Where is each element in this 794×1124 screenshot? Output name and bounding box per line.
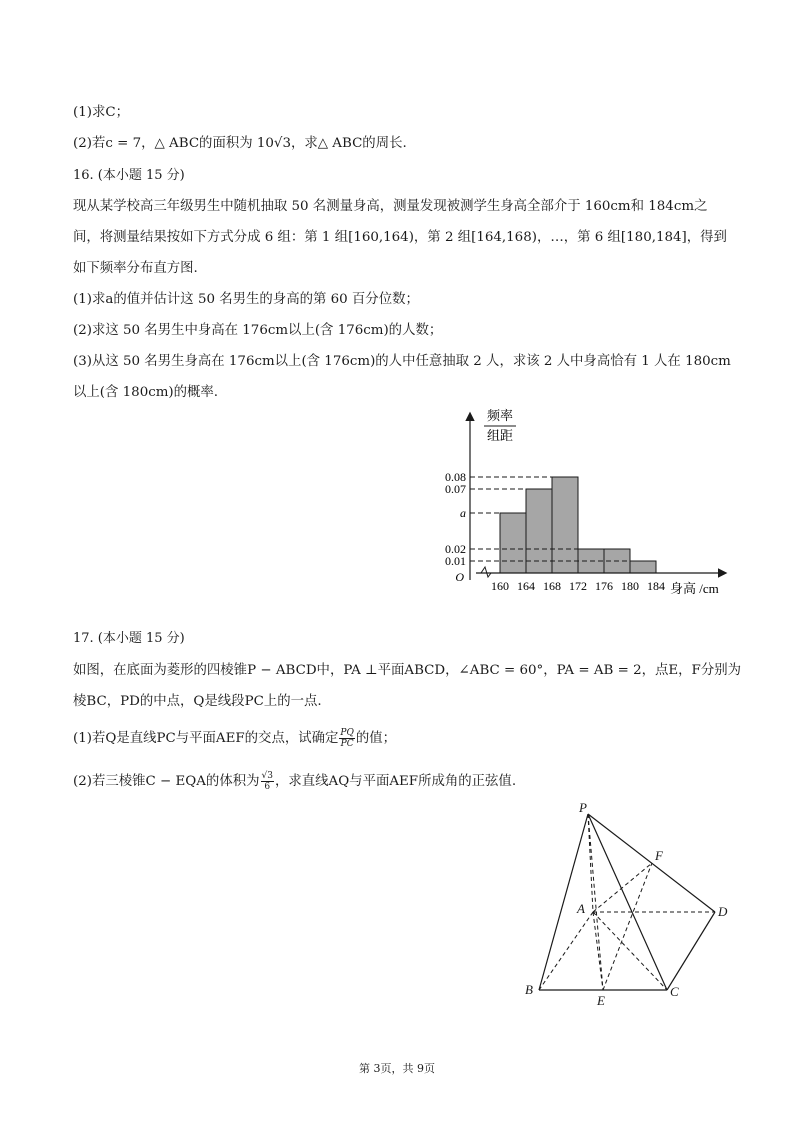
q16-part3-line1: (3)从这 50 名男生身高在 176cm以上(含 176cm)的人中任意抽取 2 人，求该 2 人中身高恰有 1 人在 180cm [73, 354, 731, 369]
y-tick-label-4: 0.02 [445, 542, 466, 556]
q17-header: 17. (本小题 15 分) [73, 631, 185, 646]
vertex-label-p: P [579, 800, 587, 815]
fraction-numerator: PQ [340, 728, 354, 738]
q17-intro-line2: 棱BC，PD的中点，Q是线段PC上的一点. [73, 694, 322, 709]
q17-part2 [73, 771, 516, 792]
q16-intro-line2: 间，将测量结果按如下方式分成 6 组：第 1 组[160,164)，第 2 组[164,168)，…，第 6 组[180,184]，得到 [73, 230, 727, 245]
y-tick-label-3: a [460, 506, 466, 520]
x-tick-label-160: 160 [491, 579, 509, 593]
frequency-histogram [430, 400, 740, 605]
q17-intro-line1: 如图，在底面为菱形的四棱锥P − ABCD中，PA ⊥平面ABCD，∠ABC = 60°，PA = AB = 2，点E，F分别为 [73, 663, 741, 678]
x-tick-label-184: 184 [647, 579, 665, 593]
q16-part3-line2: 以上(含 180cm)的概率. [73, 385, 219, 400]
vertex-label-b: B [525, 982, 533, 997]
vertex-label-e: E [597, 993, 605, 1008]
histogram-bar-6 [630, 561, 656, 573]
vertex-label-a: A [577, 901, 585, 916]
q15-part1: (1)求C； [73, 105, 129, 120]
fraction-pq-pc [339, 728, 354, 749]
fraction-denominator: 6 [264, 782, 271, 792]
segment-ac [593, 912, 667, 990]
segment-af [593, 863, 652, 912]
q16-header: 16. (本小题 15 分) [73, 168, 185, 183]
x-tick-label-164: 164 [517, 579, 535, 593]
y-tick-label-5: 0.01 [445, 554, 466, 568]
x-tick-label-168: 168 [543, 579, 561, 593]
pyramid-figure [515, 800, 740, 1010]
axis-break [481, 567, 491, 577]
q17-part2-tail: ，求直线AQ与平面AEF所成角的正弦值. [274, 774, 517, 789]
histogram-bar-1 [500, 513, 526, 573]
vertex-label-c: C [670, 984, 679, 999]
q15-part2: (2)若c = 7，△ ABC的面积为 10√3，求△ ABC的周长. [73, 136, 407, 151]
segment-ae [593, 912, 603, 990]
histogram-bar-2 [526, 489, 552, 573]
histogram-bar-3 [552, 477, 578, 573]
vertex-label-f: F [655, 848, 663, 863]
y-tick-label-1: 0.08 [445, 470, 466, 484]
x-tick-label-180: 180 [621, 579, 639, 593]
vertex-label-d: D [718, 904, 728, 919]
edge-cd [667, 912, 715, 990]
fraction-volume [261, 771, 274, 792]
q17-part1-tail: 的值； [355, 731, 397, 746]
y-label-top: 频率 [486, 408, 514, 423]
segment-ef [603, 863, 652, 990]
y-label-bottom: 组距 [486, 428, 514, 443]
x-tick-label-172: 172 [569, 579, 587, 593]
x-axis-label: 身高 /cm [670, 581, 719, 596]
q16-intro-line3: 如下频率分布直方图. [73, 261, 198, 276]
q16-intro-line1: 现从某学校高三年级男生中随机抽取 50 名测量身高，测量发现被测学生身高全部介于 160cm和 184cm之 [73, 199, 708, 214]
q17-part2-text: (2)若三棱锥C − EQA的体积为 [73, 774, 260, 789]
origin-label: O [455, 570, 464, 584]
y-tick-label-2: 0.07 [445, 482, 466, 496]
q16-part2: (2)求这 50 名男生中身高在 176cm以上(含 176cm)的人数； [73, 323, 443, 338]
x-tick-label-176: 176 [595, 579, 613, 593]
edge-ab [539, 912, 593, 990]
fraction-numerator: √3 [261, 771, 273, 781]
fraction-denominator: PC [340, 739, 354, 749]
q16-part1: (1)求a的值并估计这 50 名男生的身高的第 60 百分位数； [73, 292, 419, 307]
segment-pe [588, 814, 603, 990]
page-footer: 第 3页，共 9页 [359, 1062, 435, 1075]
q17-part1 [73, 728, 396, 749]
q17-part1-text: (1)若Q是直线PC与平面AEF的交点，试确定 [73, 731, 339, 746]
